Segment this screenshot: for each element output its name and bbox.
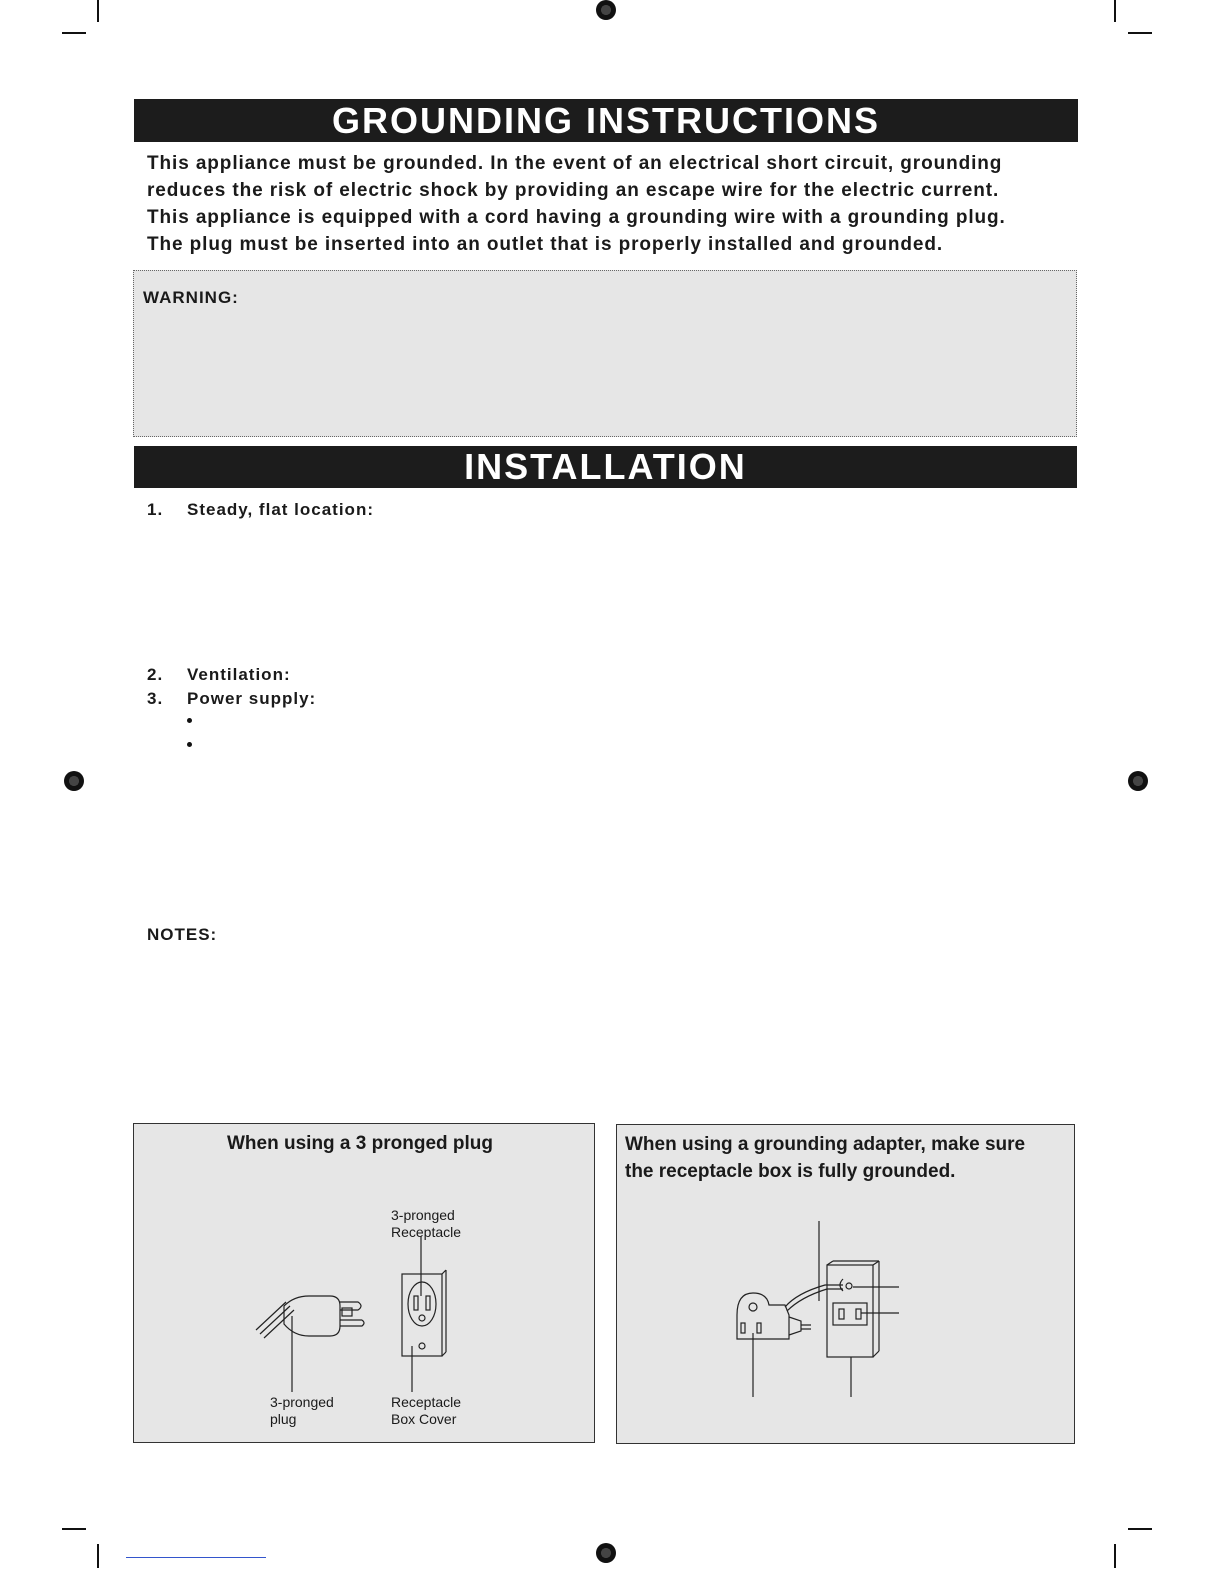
crop-mark (62, 32, 86, 34)
registration-mark (596, 1543, 616, 1563)
crop-mark (97, 1544, 99, 1568)
intro-line: This appliance is equipped with a cord having a grounding wire with a grounding plug. (147, 207, 1006, 228)
receptacle-label-line: Receptacle (391, 1224, 462, 1240)
bullet-dot (187, 718, 192, 723)
item-label: Steady, flat location: (187, 500, 374, 519)
plug-label-line: plug (270, 1411, 297, 1427)
figure-title-line: When using a grounding adapter, make sure (625, 1134, 1026, 1155)
notes-label: NOTES: (147, 925, 218, 944)
registration-mark (64, 771, 84, 791)
item-label: Power supply: (187, 689, 317, 708)
item-label: Ventilation: (187, 665, 291, 684)
grounding-intro (147, 150, 1067, 258)
crop-mark (1114, 1544, 1116, 1568)
warning-label: WARNING: (143, 288, 239, 307)
crop-mark (1128, 1528, 1152, 1530)
footer-rule (126, 1557, 266, 1558)
registration-mark (1128, 771, 1148, 791)
installation-heading: INSTALLATION (134, 446, 1077, 488)
crop-mark (1128, 32, 1152, 34)
intro-line: reduces the risk of electric shock by providing an escape wire for the electric current. (147, 180, 1000, 201)
figure-3-pronged-plug (133, 1123, 595, 1443)
cover-label-line: Box Cover (391, 1411, 457, 1427)
item-number: 3. (147, 689, 164, 708)
figure-title-line: the receptacle box is fully grounded. (625, 1161, 956, 1182)
figure-title: When using a 3 pronged plug (227, 1133, 493, 1154)
figure-grounding-adapter (616, 1124, 1075, 1444)
crop-mark (97, 0, 99, 22)
three-prong-illustration (134, 1124, 594, 1442)
crop-mark (1114, 0, 1116, 22)
crop-mark (62, 1528, 86, 1530)
item-number: 1. (147, 500, 164, 519)
plug-label-line: 3-pronged (270, 1394, 334, 1410)
intro-line: The plug must be inserted into an outlet that is properly installed and grounded. (147, 234, 944, 255)
bullet-dot (187, 742, 192, 747)
item-number: 2. (147, 665, 164, 684)
receptacle-label-line: 3-pronged (391, 1207, 455, 1223)
warning-box (133, 270, 1077, 437)
cover-label-line: Receptacle (391, 1394, 462, 1410)
intro-line: This appliance must be grounded. In the event of an electrical short circuit, grounding (147, 153, 1003, 174)
grounding-heading: GROUNDING INSTRUCTIONS (134, 99, 1078, 142)
registration-mark (596, 0, 616, 20)
adapter-illustration (617, 1125, 1074, 1443)
